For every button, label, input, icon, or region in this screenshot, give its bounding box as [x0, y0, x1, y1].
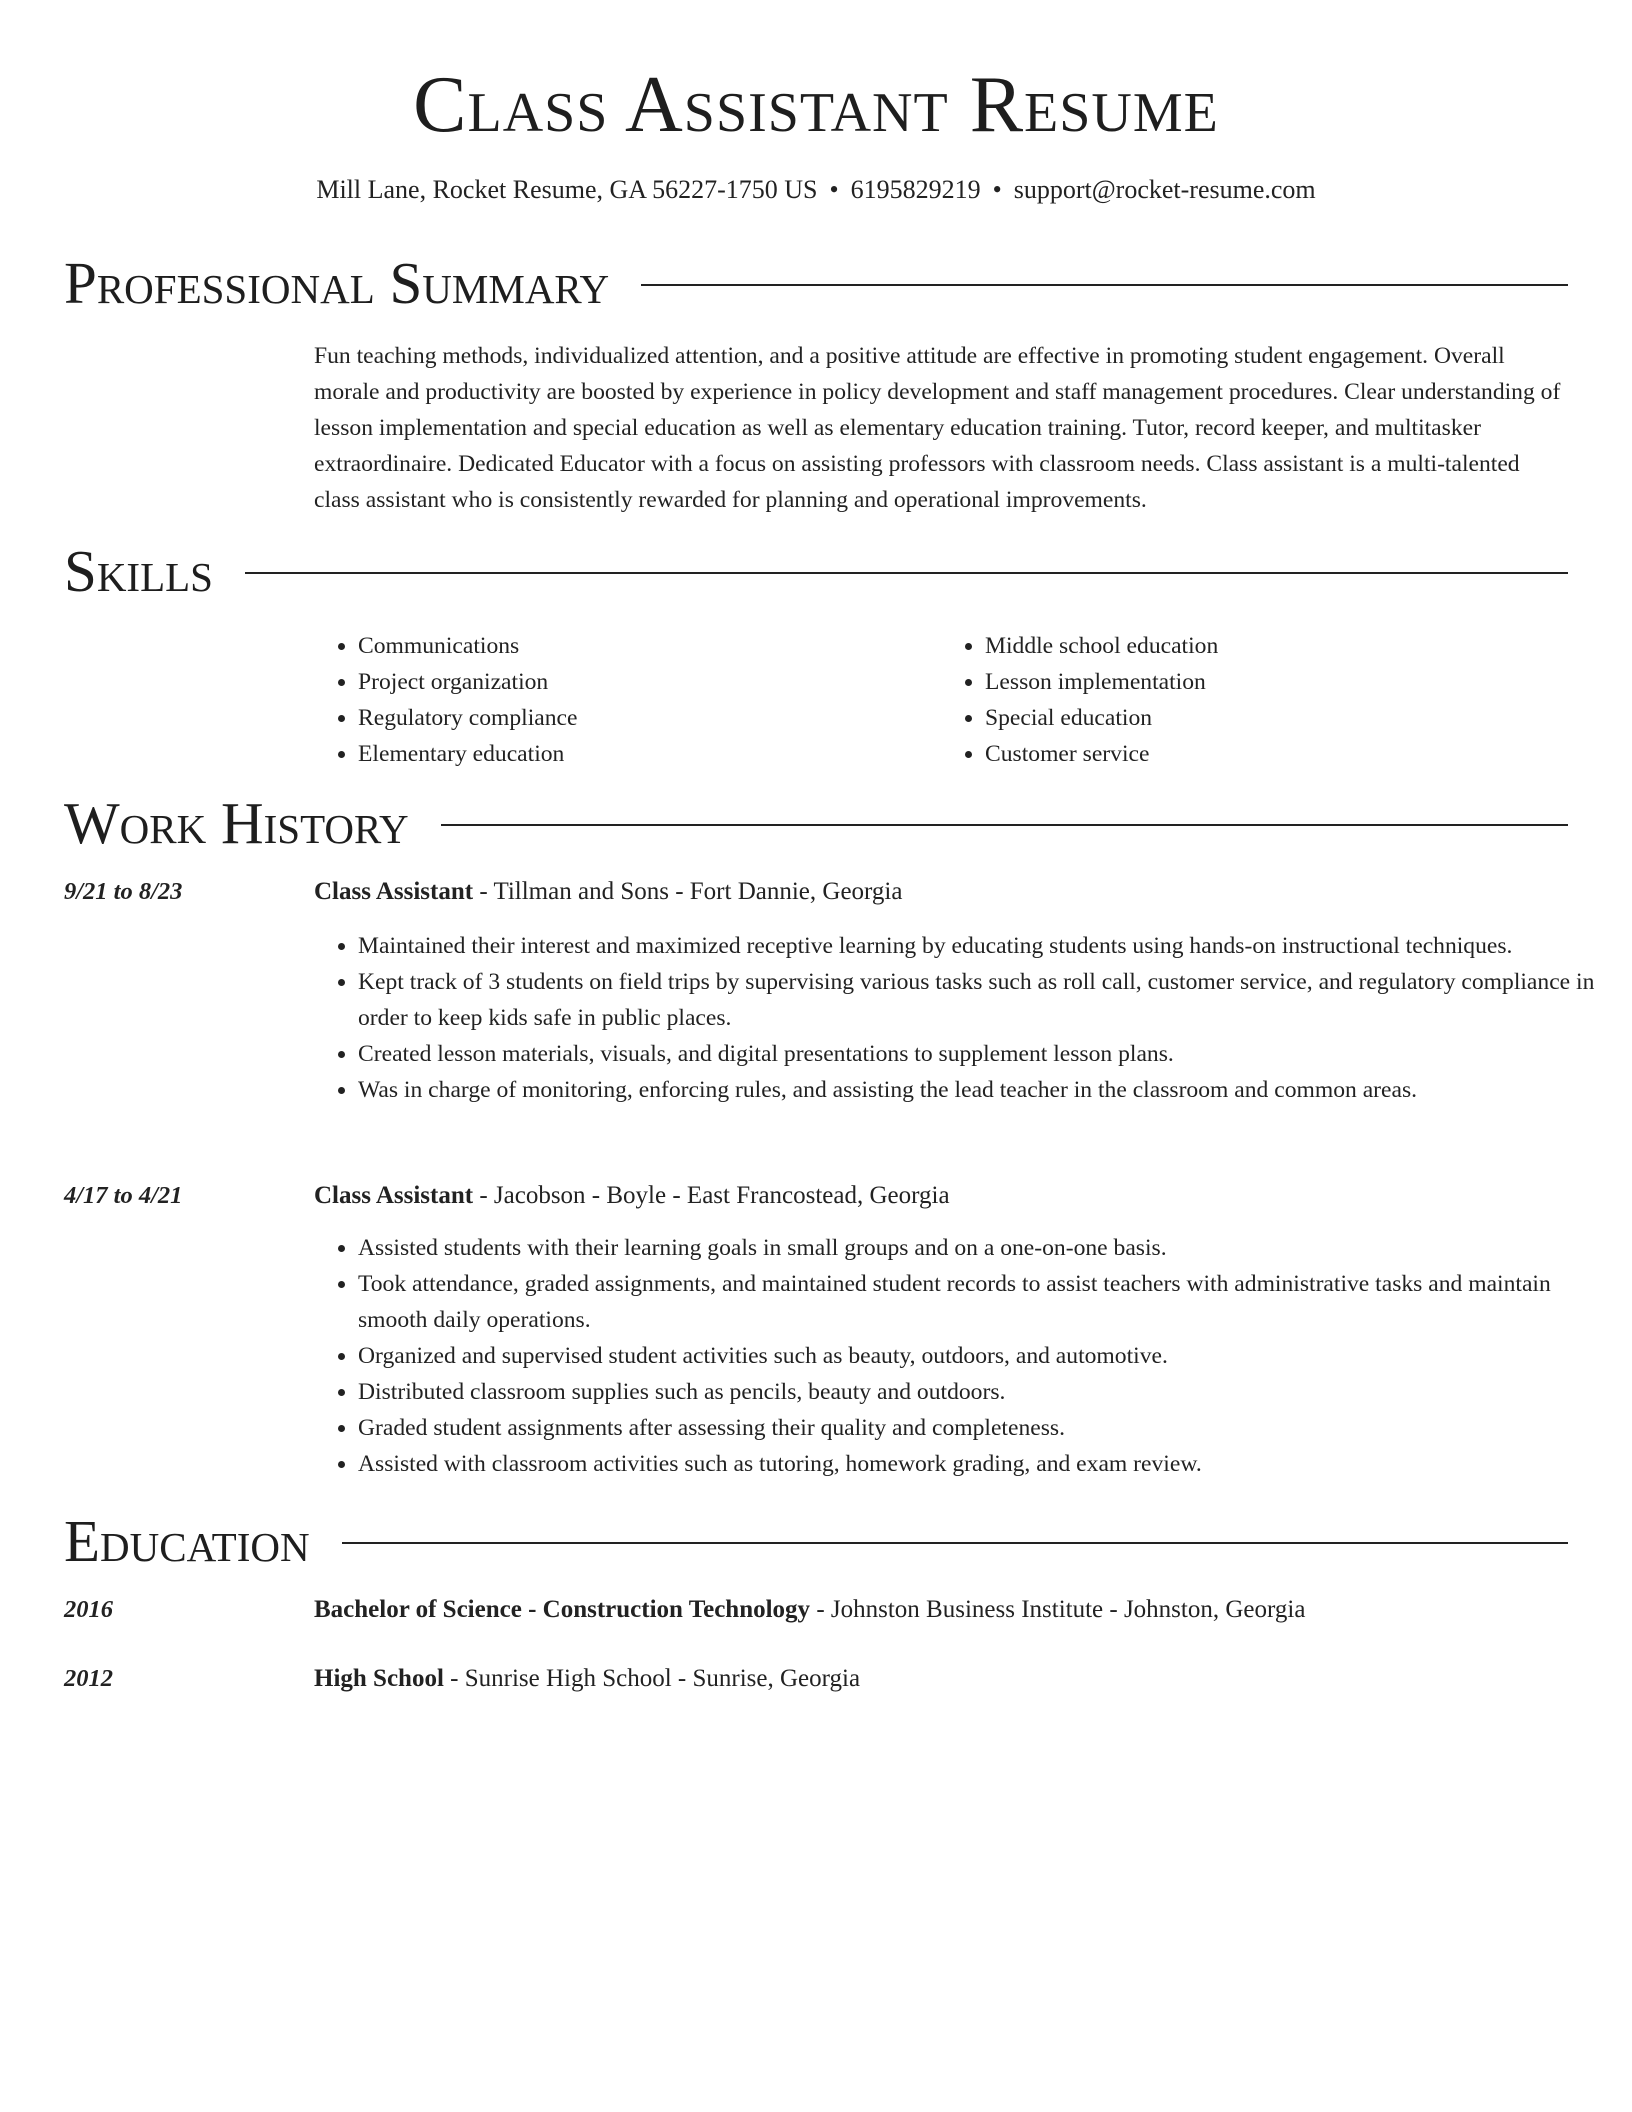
education-year: 2016 — [64, 1596, 113, 1623]
job-heading — [314, 1178, 1568, 1214]
skills-heading: Skills — [64, 538, 213, 604]
summary-heading: Professional Summary — [64, 250, 610, 316]
job-bullet: • Assisted with classroom activities such as tutoring, homework grading, and exam review. — [358, 1446, 1612, 1482]
education-school: - Sunrise High School - Sunrise, Georgia — [443, 1665, 861, 1692]
skill-item: • Communications — [358, 628, 941, 664]
job-bullet: • Was in charge of monitoring, enforcing rules, and assisting the lead teacher in the classroom and common areas. — [358, 1072, 1612, 1108]
job-employer: - Jacobson - Boyle - East Francostead, Georgia — [473, 1182, 950, 1209]
section-divider — [441, 824, 1568, 826]
work-section-header — [64, 790, 1568, 856]
skills-column-left — [314, 628, 941, 772]
education-entry — [314, 1661, 1568, 1697]
contact-address: Mill Lane, Rocket Resume, GA 56227-1750 US — [316, 175, 818, 204]
contact-separator: • — [992, 175, 1002, 204]
job-title: Class Assistant — [314, 878, 474, 905]
skill-item: • Special education — [985, 700, 1568, 736]
contact-email: support@rocket-resume.com — [1013, 175, 1316, 204]
job-bullet: • Created lesson materials, visuals, and digital presentations to supplement lesson plans. — [358, 1036, 1612, 1072]
job-bullet: • Took attendance, graded assignments, and maintained student records to assist teachers with administrative tasks and maintain smooth daily operations. — [358, 1266, 1612, 1338]
education-year: 2012 — [64, 1665, 113, 1692]
education-section-header — [64, 1508, 1568, 1574]
job-bullet: • Graded student assignments after assessing their quality and completeness. — [358, 1410, 1612, 1446]
skills-column-right — [941, 628, 1568, 772]
job-bullet: • Assisted students with their learning goals in small groups and on a one-on-one basis. — [358, 1230, 1612, 1266]
contact-phone: 6195829219 — [850, 175, 981, 204]
skills-section-header — [64, 538, 1568, 604]
job-bullets — [314, 928, 1612, 1108]
job-employer: - Tillman and Sons - Fort Dannie, Georgia — [473, 878, 903, 905]
education-degree: High School — [314, 1665, 444, 1692]
job-bullet: • Distributed classroom supplies such as pencils, beauty and outdoors. — [358, 1374, 1612, 1410]
summary-section-header — [64, 250, 1568, 316]
skills-list — [314, 628, 1568, 772]
job-bullets — [314, 1230, 1612, 1482]
education-degree: Bachelor of Science - Construction Technology — [314, 1596, 811, 1623]
job-dates: 4/17 to 4/21 — [64, 1182, 183, 1209]
skill-item: • Customer service — [985, 736, 1568, 772]
job-bullet: • Organized and supervised student activities such as beauty, outdoors, and automotive. — [358, 1338, 1612, 1374]
job-title: Class Assistant — [314, 1182, 474, 1209]
contact-separator: • — [829, 175, 839, 204]
resume-title: Class Assistant Resume — [413, 61, 1219, 149]
contact-line — [64, 172, 1568, 208]
skill-item: • Elementary education — [358, 736, 941, 772]
job-heading — [314, 874, 1568, 910]
work-heading: Work History — [64, 790, 409, 856]
job-bullet: • Kept track of 3 students on field trips by supervising various tasks such as roll call, customer service, and regulatory compliance in order to keep kids safe in public places. — [358, 964, 1612, 1036]
education-entry — [314, 1592, 1568, 1628]
job-dates: 9/21 to 8/23 — [64, 878, 183, 905]
skill-item: • Project organization — [358, 664, 941, 700]
section-divider — [245, 572, 1568, 574]
summary-text: Fun teaching methods, individualized attention, and a positive attitude are effective in promoting student engagement. Overall morale and productivity are boosted by experience in policy development and staff management procedures. Clear understanding of lesson implementation and special education as well as elementary education training. Tutor, record keeper, and multitasker extraordinaire. Dedicated Educator with a focus on assisting professors with classroom needs. Class assistant is a multi-talented class assistant who is consistently rewarded for planning and operational improvements. — [314, 343, 1561, 513]
job-bullet: • Maintained their interest and maximized receptive learning by educating students using hands-on instructional techniques. — [358, 928, 1612, 964]
education-heading: Education — [64, 1508, 310, 1574]
skill-item: • Middle school education — [985, 628, 1568, 664]
education-school: - Johnston Business Institute - Johnston, Georgia — [810, 1596, 1306, 1623]
skill-item: • Lesson implementation — [985, 664, 1568, 700]
skill-item: • Regulatory compliance — [358, 700, 941, 736]
section-divider — [342, 1542, 1568, 1544]
section-divider — [641, 284, 1568, 286]
